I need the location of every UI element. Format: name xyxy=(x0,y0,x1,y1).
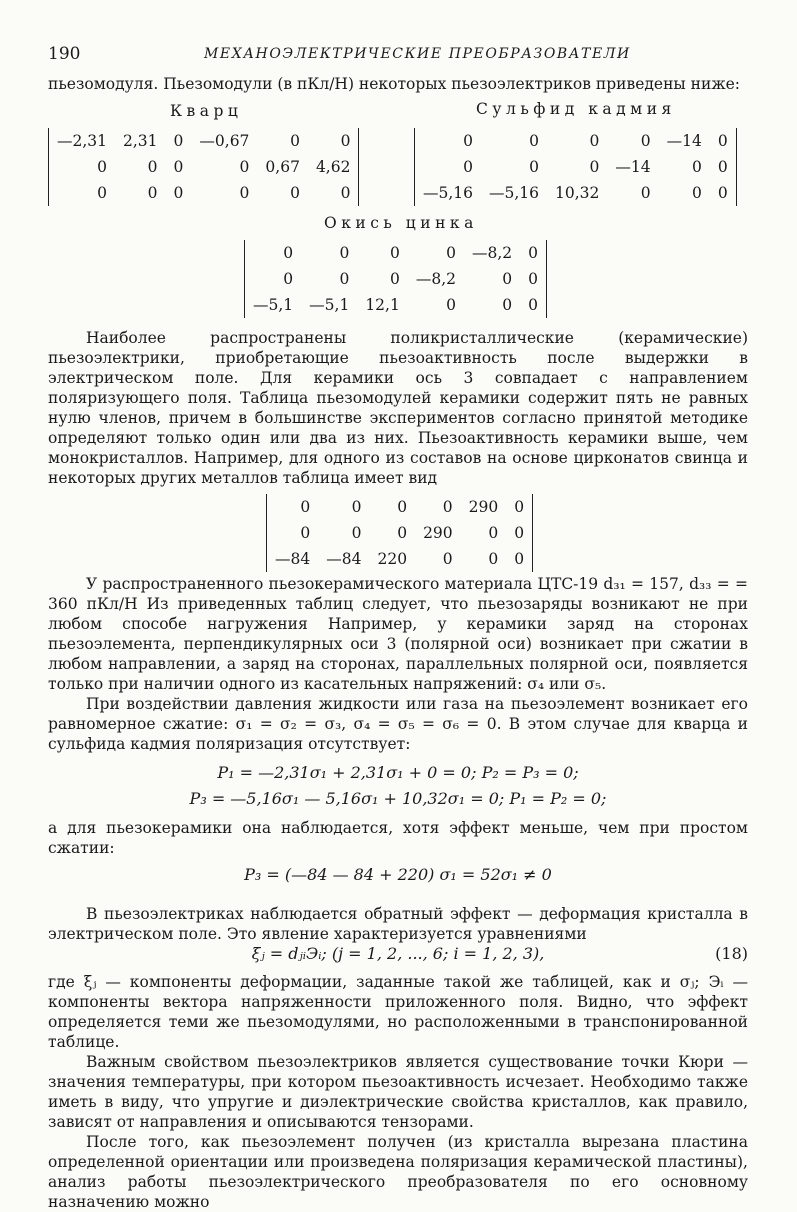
matrix-cell: 0 xyxy=(514,524,525,542)
matrix-cell: 0 xyxy=(717,184,728,202)
intro-line: пьезомодуля. Пьезомодули (в пКл/Н) некоторых пьезоэлектриков приведены ниже: xyxy=(48,75,740,93)
matrix-cell: 290 xyxy=(468,498,499,516)
matrix-cell: 0 xyxy=(463,132,474,150)
matrix-cell: 0 xyxy=(514,498,525,516)
matrix-cell: 0 xyxy=(290,184,300,202)
matrix-cell: 0 xyxy=(717,158,728,176)
matrix-cell: 0 xyxy=(514,550,525,568)
matrix-cell: 0 xyxy=(147,158,158,176)
running-title: МЕХАНОЭЛЕКТРИЧЕСКИЕ ПРЕОБРАЗОВАТЕЛИ xyxy=(204,46,631,62)
matrix-cell: 0 xyxy=(717,132,728,150)
matrix-cell: 0 xyxy=(442,498,453,516)
matrix-row xyxy=(267,494,532,520)
cds-matrix xyxy=(414,128,737,206)
cds-title: Сульфид кадмия xyxy=(476,100,676,118)
matrix-cell: 0 xyxy=(339,244,350,262)
matrix-row xyxy=(245,240,546,266)
matrix-cell: 0 xyxy=(692,184,702,202)
paragraph-inverse-effect: В пьезоэлектриках наблюдается обратный эффект — деформация кристалла в электрическом поле. Это явление характеризуется уравнениями xyxy=(48,905,748,943)
matrix-cell: 0 xyxy=(529,158,540,176)
matrix-cell: 0 xyxy=(351,498,362,516)
quartz-title: Кварц xyxy=(170,102,243,120)
matrix-cell: —8,2 xyxy=(415,270,456,288)
equation-cds: P₃ = —5,16σ₁ — 5,16σ₁ + 10,32σ₁ = 0; P₁ = P₂ = 0; xyxy=(189,789,607,808)
matrix-row xyxy=(267,546,532,572)
matrix-row xyxy=(415,154,736,180)
matrix-cell: 0 xyxy=(97,158,108,176)
matrix-cell: 220 xyxy=(377,550,408,568)
paragraph-pressure: При воздействии давления жидкости или газа на пьезоэлемент возникает его равномерное сжатие: σ₁ = σ₂ = σ₃, σ₄ = σ₅ = σ₆ = 0. В этом случае для кварца и сульфида кадмия поляризация отсутствует: xyxy=(48,695,748,753)
matrix-cell: —5,1 xyxy=(253,296,294,314)
matrix-cell: 0 xyxy=(528,296,539,314)
zno-matrix xyxy=(244,240,547,318)
matrix-cell: 0 xyxy=(97,184,108,202)
matrix-cell: 0 xyxy=(173,132,184,150)
matrix-cell: —14 xyxy=(666,132,702,150)
equation-18-body: ξⱼ = dⱼᵢЭᵢ; (j = 1, 2, ..., 6; i = 1, 2, 3), xyxy=(251,944,545,963)
matrix-cell: 0 xyxy=(488,524,499,542)
matrix-row xyxy=(245,292,546,318)
matrix-cell: 0,67 xyxy=(265,158,300,176)
page-header xyxy=(48,44,748,74)
matrix-cell: —84 xyxy=(326,550,362,568)
equation-18 xyxy=(48,944,748,972)
matrix-cell: 0 xyxy=(339,270,350,288)
matrix-row xyxy=(49,128,358,154)
matrix-cell: —0,67 xyxy=(199,132,250,150)
matrix-cell: 0 xyxy=(589,158,600,176)
paragraph-piezoceramic: а для пьезокерамики она наблюдается, хотя эффект меньше, чем при простом сжатии: xyxy=(48,819,748,857)
matrix-cell: 0 xyxy=(589,132,600,150)
matrix-cell: 0 xyxy=(173,184,184,202)
paragraph-ceramics: Наиболее распространены поликристаллические (керамические) пьезоэлектрики, приобретающие пьезоактивность после выдержки в электрическом поле. Для керамики ось 3 совпадает с направлением поляризующего поля. Таблица пьезомодулей керамики содержит пять не равных нулю членов, причем в большинстве экспериментов согласно принятой методике определяют только один или два из них. Пьезоактивность керамики выше, чем монокристаллов. Например, для одного из составов на основе цирконатов свинца и некоторых других металлов таблица имеет вид xyxy=(48,329,748,487)
matrix-cell: 0 xyxy=(640,132,651,150)
paragraph-after: После того, как пьезоэлемент получен (из кристалла вырезана пластина определенной ориентации или произведена поляризация керамической пластины), анализ работы пьезоэлектрического преобразователя по его основному назначению можно xyxy=(48,1133,748,1211)
matrix-cell: 0 xyxy=(692,158,702,176)
matrix-row xyxy=(267,520,532,546)
matrix-cell: —84 xyxy=(275,550,311,568)
matrix-cell: 0 xyxy=(239,184,250,202)
zno-title: Окись цинка xyxy=(324,214,478,232)
matrix-cell: 0 xyxy=(397,524,408,542)
matrix-cell: 0 xyxy=(300,498,311,516)
matrix-cell: 0 xyxy=(173,158,184,176)
matrix-cell: 0 xyxy=(446,296,456,314)
matrix-cell: —5,16 xyxy=(423,184,474,202)
ceramic-block xyxy=(48,488,748,574)
matrix-cell: 0 xyxy=(502,296,513,314)
matrix-cell: 0 xyxy=(283,244,294,262)
paragraph-where: где ξⱼ — компоненты деформации, заданные такой же таблицей, как и σⱼ; Эᵢ — компоненты вектора напряженности приложенного поля. Видно, что эффект определяется теми же пьезомодулями, но расположенными в транспонированной таблице. xyxy=(48,973,748,1051)
matrices-block xyxy=(48,94,748,312)
matrix-cell: 4,62 xyxy=(315,158,351,176)
ceramic-matrix xyxy=(266,494,533,572)
paragraph-tsts19: У распространенного пьезокерамического материала ЦТС-19 d₃₁ = 157, d₃₃ = = 360 пКл/Н Из приведенных таблиц следует, что пьезозаряды возникают не при любом способе нагружения Например, у керамики заряд на сторонах пьезоэлемента, перпендикулярных оси 3 (полярной оси) возникает при сжатии в любом направлении, а заряд на сторонах, параллельных полярной оси, появляется только при наличии одного из касательных напряжений: σ₄ или σ₅. xyxy=(48,575,748,693)
matrix-cell: 0 xyxy=(340,184,351,202)
matrix-cell: 0 xyxy=(463,158,474,176)
matrix-cell: —2,31 xyxy=(57,132,108,150)
matrix-cell: 0 xyxy=(442,550,453,568)
matrix-row xyxy=(415,180,736,206)
matrix-cell: 0 xyxy=(290,132,300,150)
matrix-row xyxy=(49,154,358,180)
matrix-cell: 0 xyxy=(147,184,158,202)
page xyxy=(48,44,748,1212)
paragraph-curie: Важным свойством пьезоэлектриков является существование точки Кюри — значения температуры, при котором пьезоактивность исчезает. Необходимо также иметь в виду, что упругие и диэлектрические свойства кристаллов, как правило, зависят от направления и описываются тензорами. xyxy=(48,1053,748,1131)
matrix-cell: —8,2 xyxy=(471,244,513,262)
matrix-cell: 290 xyxy=(423,524,453,542)
matrix-cell: 0 xyxy=(446,244,456,262)
matrix-cell: 0 xyxy=(351,524,362,542)
matrix-row xyxy=(415,128,736,154)
matrix-cell: 12,1 xyxy=(365,296,400,314)
matrix-cell: 0 xyxy=(239,158,250,176)
matrix-cell: 0 xyxy=(340,132,351,150)
matrix-cell: 0 xyxy=(528,244,539,262)
quartz-matrix xyxy=(48,128,359,206)
matrix-cell: 0 xyxy=(397,498,408,516)
matrix-cell: —5,16 xyxy=(489,184,540,202)
equation-quartz: P₁ = —2,31σ₁ + 2,31σ₁ + 0 = 0; P₂ = P₃ = 0; xyxy=(217,763,579,782)
equation-18-number: (18) xyxy=(715,944,748,963)
matrix-cell: 0 xyxy=(529,132,540,150)
matrix-cell: 0 xyxy=(300,524,311,542)
matrix-row xyxy=(245,266,546,292)
matrix-row xyxy=(49,180,358,206)
matrix-cell: —14 xyxy=(615,158,651,176)
matrix-cell: 0 xyxy=(640,184,651,202)
matrix-cell: 0 xyxy=(283,270,294,288)
matrix-cell: 10,32 xyxy=(555,184,600,202)
matrix-cell: 0 xyxy=(528,270,539,288)
equation-ceramic: P₃ = (—84 — 84 + 220) σ₁ = 52σ₁ ≠ 0 xyxy=(244,865,552,884)
page-number: 190 xyxy=(48,44,81,64)
matrix-cell: 0 xyxy=(389,244,400,262)
matrix-cell: 0 xyxy=(389,270,400,288)
matrix-cell: 0 xyxy=(502,270,513,288)
matrix-cell: 2,31 xyxy=(123,132,158,150)
matrix-cell: 0 xyxy=(488,550,499,568)
matrix-cell: —5,1 xyxy=(309,296,350,314)
